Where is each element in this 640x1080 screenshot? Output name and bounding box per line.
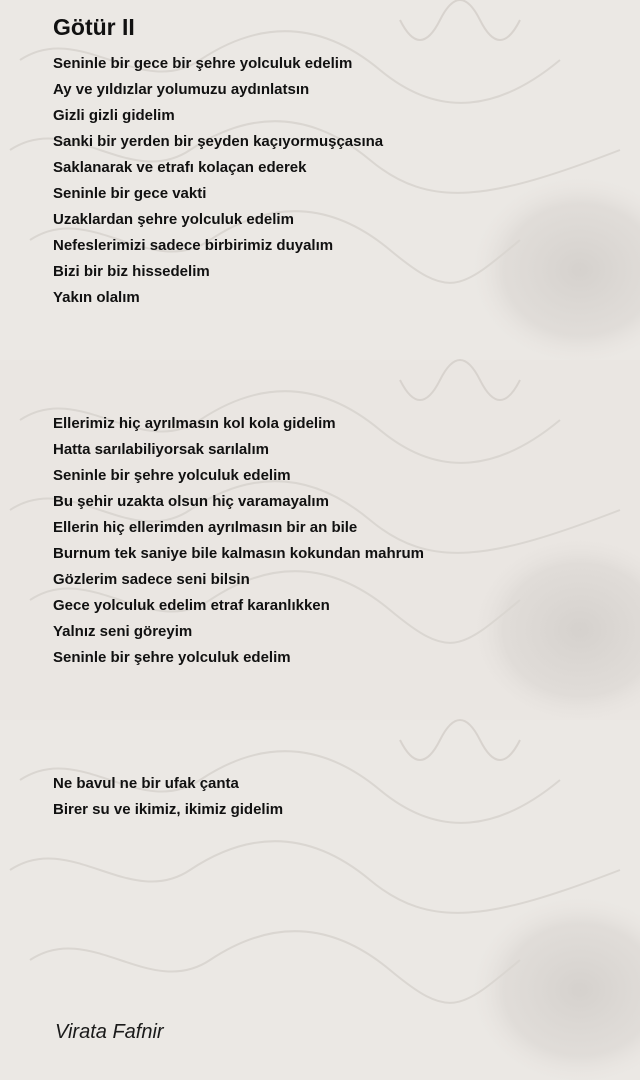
- poem-line: Ay ve yıldızlar yolumuzu aydınlatsın: [53, 81, 310, 98]
- stanza-3: [53, 774, 283, 826]
- poem-line: Saklanarak ve etrafı kolaçan ederek: [53, 159, 307, 176]
- poem-line: Gizli gizli gidelim: [53, 107, 175, 124]
- poem-line: Ellerin hiç ellerimden ayrılmasın bir an bile: [53, 519, 358, 536]
- poem-line: Nefeslerimizi sadece birbirimiz duyalım: [53, 237, 334, 254]
- stanza-2: [53, 414, 424, 674]
- poem-line: Yalnız seni göreyim: [53, 623, 193, 640]
- poem-line: Bizi bir biz hissedelim: [53, 263, 210, 280]
- stanza-1: [53, 54, 383, 314]
- poem-line: Ne bavul ne bir ufak çanta: [53, 775, 239, 792]
- poem-line: Gözlerim sadece seni bilsin: [53, 571, 250, 588]
- poem-line: Seninle bir şehre yolculuk edelim: [53, 649, 291, 666]
- poem-line: Seninle bir şehre yolculuk edelim: [53, 467, 291, 484]
- poem-line: Uzaklardan şehre yolculuk edelim: [53, 211, 294, 228]
- poem-line: Yakın olalım: [53, 289, 140, 306]
- poem-line: Ellerimiz hiç ayrılmasın kol kola gidelim: [53, 415, 336, 432]
- poem-line: Burnum tek saniye bile kalmasın kokundan mahrum: [53, 545, 424, 562]
- poem-line: Hatta sarılabiliyorsak sarılalım: [53, 441, 269, 458]
- poem-line: Birer su ve ikimiz, ikimiz gidelim: [53, 801, 284, 818]
- poem-line: Seninle bir gece vakti: [53, 185, 207, 202]
- poem-line: Sanki bir yerden bir şeyden kaçıyormuşçasına: [53, 133, 384, 150]
- poem-author: Virata Fafnir: [55, 1021, 164, 1043]
- poem-line: Gece yolculuk edelim etraf karanlıkken: [53, 597, 330, 614]
- poem-line: Bu şehir uzakta olsun hiç varamayalım: [53, 493, 329, 510]
- poem-line: Seninle bir gece bir şehre yolculuk edelim: [53, 55, 353, 72]
- poem-title: Götür II: [53, 14, 135, 40]
